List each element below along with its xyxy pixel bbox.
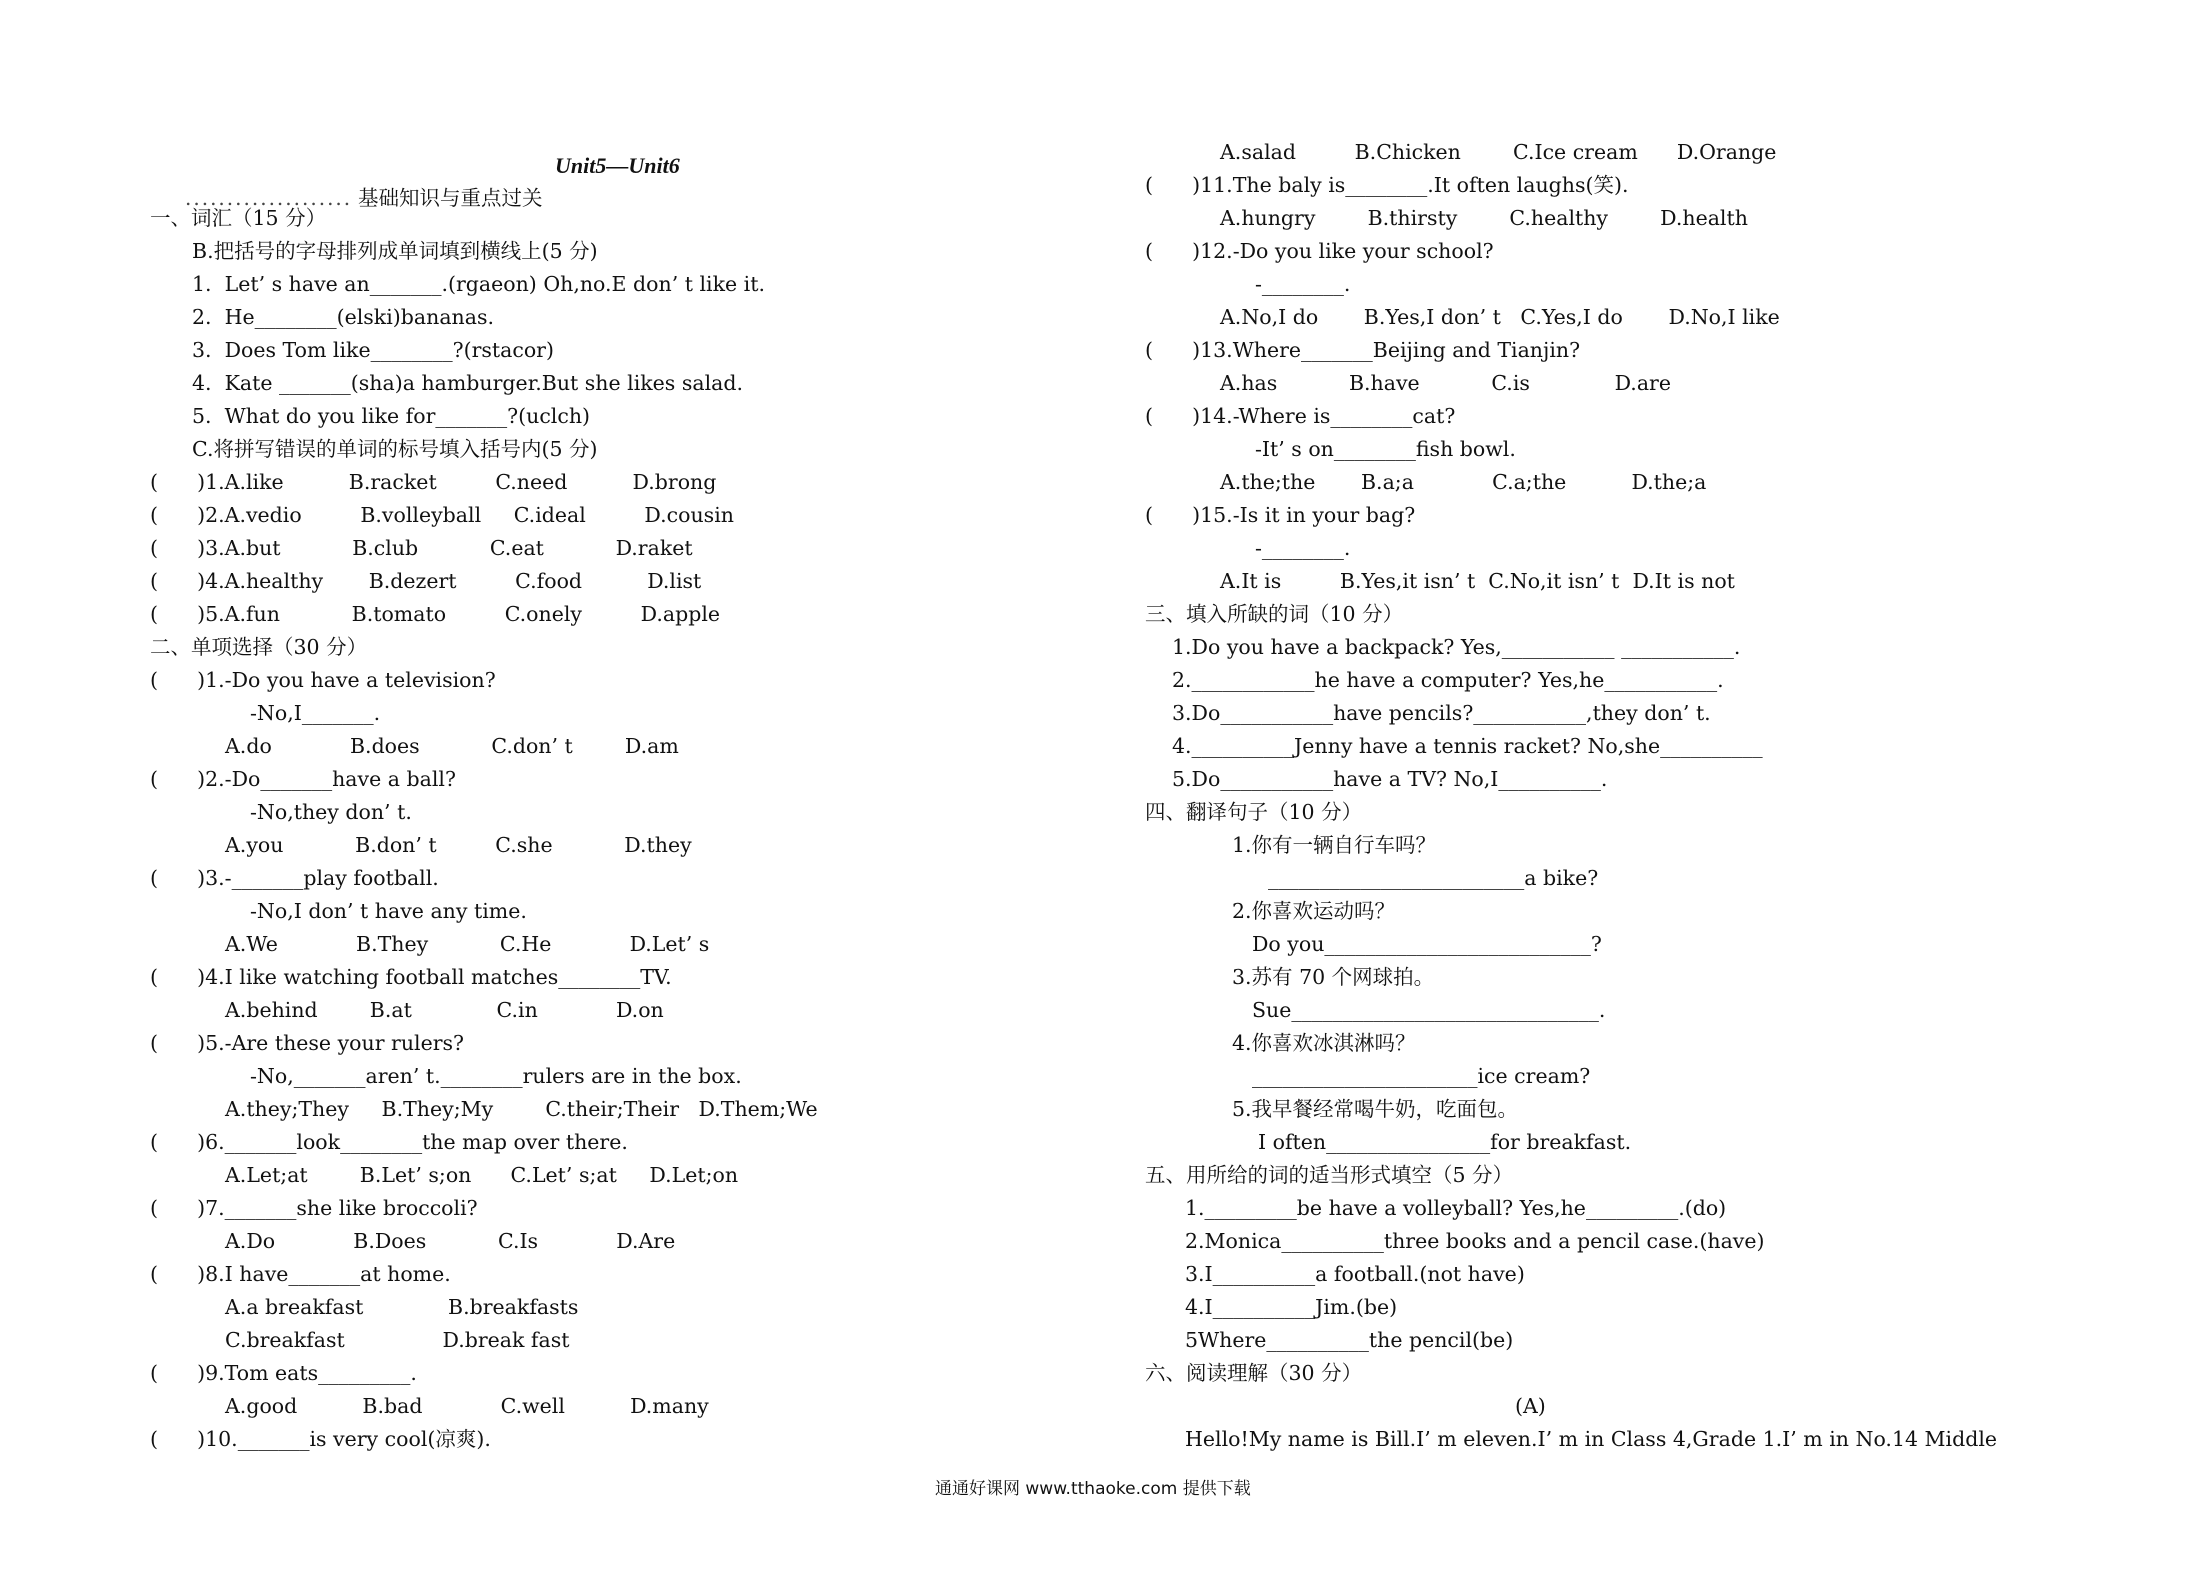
left-line: ( )1.A.like B.racket C.need D.brong: [150, 470, 717, 494]
left-line: ( )4.A.healthy B.dezert C.food D.list: [150, 569, 702, 593]
left-line: ( )3.-_______play football.: [150, 866, 439, 890]
left-line: 3. Does Tom like________?(rstacor): [192, 338, 554, 362]
right-line: 五、用所给的词的适当形式填空（5 分）: [1145, 1163, 1514, 1187]
left-line: -No,I_______.: [250, 701, 381, 725]
right-line: 4.__________Jenny have a tennis racket? No,she__________: [1172, 734, 1763, 758]
left-line: ( )4.I like watching football matches________TV.: [150, 965, 672, 989]
right-line: 5Where__________the pencil(be): [1185, 1328, 1514, 1352]
right-line: 3.I__________a football.(not have): [1185, 1262, 1525, 1286]
left-line: ( )5.-Are these your rulers?: [150, 1031, 465, 1055]
left-line: ( )1.-Do you have a television?: [150, 668, 496, 692]
dotted-leader: ....................: [185, 186, 353, 210]
footer-credit: 通通好课网 www.tthaoke.com 提供下载: [935, 1479, 1251, 1499]
left-line: -No,they don’ t.: [250, 800, 412, 824]
right-line: -________.: [1255, 272, 1351, 296]
right-line: 2.Monica__________three books and a pencil case.(have): [1185, 1229, 1765, 1253]
left-line: A.behind B.at C.in D.on: [225, 998, 664, 1022]
left-line: B.把括号的字母排列成单词填到横线上(5 分): [192, 239, 598, 263]
right-line: (A): [1515, 1394, 1546, 1418]
left-line: 5. What do you like for_______?(uclch): [192, 404, 591, 428]
right-line: ( )12.-Do you like your school?: [1145, 239, 1494, 263]
left-line: A.good B.bad C.well D.many: [225, 1394, 709, 1418]
left-line: -No,_______aren’ t.________rulers are in the box.: [250, 1064, 742, 1088]
right-line: ( )11.The baly is________.It often laughs(笑).: [1145, 173, 1629, 197]
left-line: ( )2.-Do_______have a ball?: [150, 767, 456, 791]
left-line: 2. He________(elski)bananas.: [192, 305, 495, 329]
right-line: Sue______________________________.: [1252, 998, 1606, 1022]
page-title: Unit5—Unit6: [555, 153, 680, 178]
left-line: ( )10._______is very cool(凉爽).: [150, 1427, 491, 1451]
left-line: ( )6._______look________the map over there.: [150, 1130, 628, 1154]
right-line: 2.你喜欢运动吗？: [1232, 899, 1396, 923]
right-line: 六、阅读理解（30 分）: [1145, 1361, 1363, 1385]
right-line: ( )13.Where_______Beijing and Tianjin?: [1145, 338, 1581, 362]
right-line: 三、填入所缺的词（10 分）: [1145, 602, 1404, 626]
right-line: ( )15.-Is it in your bag?: [1145, 503, 1416, 527]
right-line: 3.Do___________have pencils?___________,they don’ t.: [1172, 701, 1711, 725]
right-line: -It’ s on________fish bowl.: [1255, 437, 1516, 461]
right-line: 2.____________he have a computer? Yes,he___________.: [1172, 668, 1724, 692]
right-line: A.has B.have C.is D.are: [1220, 371, 1671, 395]
right-line: Hello!My name is Bill.I’ m eleven.I’ m in Class 4,Grade 1.I’ m in No.14 Middle: [1185, 1427, 1998, 1451]
left-line: 1. Let’ s have an_______.(rgaeon) Oh,no.E don’ t like it.: [192, 272, 765, 296]
section-subtitle: 基础知识与重点过关: [358, 186, 543, 210]
left-line: A.We B.They C.He D.Let’ s: [225, 932, 710, 956]
left-line: 二、单项选择（30 分）: [150, 635, 368, 659]
right-line: 3.苏有 70 个网球拍。: [1232, 965, 1435, 989]
right-line: ______________________ice cream?: [1252, 1064, 1591, 1088]
right-line: A.hungry B.thirsty C.healthy D.health: [1220, 206, 1748, 230]
left-line: ( )8.I have_______at home.: [150, 1262, 451, 1286]
left-line: C.将拼写错误的单词的标号填入括号内(5 分): [192, 437, 598, 461]
left-line: A.you B.don’ t C.she D.they: [225, 833, 692, 857]
right-line: 5.我早餐经常喝牛奶，吃面包。: [1232, 1097, 1519, 1121]
right-line: 1.Do you have a backpack? Yes,___________ ___________.: [1172, 635, 1741, 659]
left-line: A.a breakfast B.breakfasts: [225, 1295, 579, 1319]
right-line: 4.I__________Jim.(be): [1185, 1295, 1398, 1319]
left-line: -No,I don’ t have any time.: [250, 899, 527, 923]
right-line: 四、翻译句子（10 分）: [1145, 800, 1363, 824]
right-line: A.salad B.Chicken C.Ice cream D.Orange: [1220, 140, 1777, 164]
left-line: 4. Kate _______(sha)a hamburger.But she likes salad.: [192, 371, 744, 395]
right-line: 4.你喜欢冰淇淋吗？: [1232, 1031, 1416, 1055]
right-line: A.No,I do B.Yes,I don’ t C.Yes,I do D.No,I like: [1220, 305, 1780, 329]
right-line: 1.你有一辆自行车吗？: [1232, 833, 1437, 857]
left-line: A.they;They B.They;My C.their;Their D.Them;We: [225, 1097, 818, 1121]
left-line: C.breakfast D.break fast: [225, 1328, 570, 1352]
right-line: Do you__________________________?: [1252, 932, 1602, 956]
right-line: _________________________a bike?: [1268, 866, 1599, 890]
left-line: ( )9.Tom eats_________.: [150, 1361, 417, 1385]
right-line: -________.: [1255, 536, 1351, 560]
left-line: ( )7._______she like broccoli?: [150, 1196, 478, 1220]
left-line: ( )2.A.vedio B.volleyball C.ideal D.cousin: [150, 503, 734, 527]
right-line: 5.Do___________have a TV? No,I__________.: [1172, 767, 1608, 791]
right-line: A.the;the B.a;a C.a;the D.the;a: [1220, 470, 1707, 494]
left-line: A.Do B.Does C.Is D.Are: [225, 1229, 676, 1253]
right-line: A.It is B.Yes,it isn’ t C.No,it isn’ t D.It is not: [1220, 569, 1735, 593]
right-line: ( )14.-Where is________cat?: [1145, 404, 1456, 428]
left-line: ( )3.A.but B.club C.eat D.raket: [150, 536, 693, 560]
left-line: A.do B.does C.don’ t D.am: [225, 734, 679, 758]
right-line: I often________________for breakfast.: [1258, 1130, 1632, 1154]
left-line: ( )5.A.fun B.tomato C.onely D.apple: [150, 602, 721, 626]
right-line: 1._________be have a volleyball? Yes,he_________.(do): [1185, 1196, 1727, 1220]
left-line: 一、词汇（15 分）: [150, 206, 327, 230]
left-line: A.Let;at B.Let’ s;on C.Let’ s;at D.Let;on: [225, 1163, 739, 1187]
